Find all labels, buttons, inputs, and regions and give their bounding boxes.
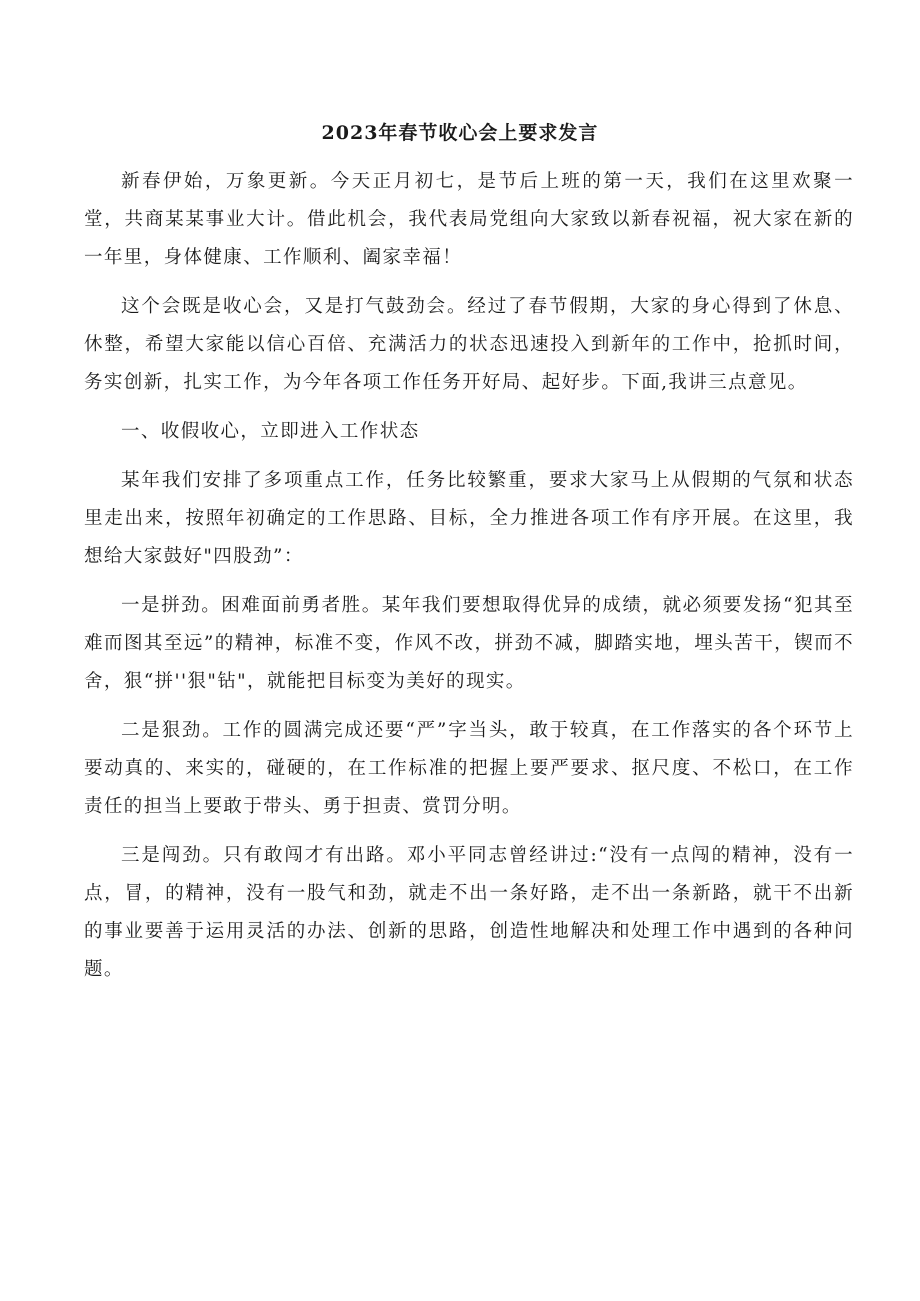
document-title: 2023年春节收心会上要求发言 [321,122,599,144]
paragraph-pinjin: 一是拼劲。困难面前勇者胜。某年我们要想取得优异的成绩，就必须要发扬“犯其至难而图其至远”的精神，标准不变，作风不改，拼劲不减，脚踏实地，埋头苦干，锲而不舍，狠“拼''狠"钻"，就能把目标变为美好的现实。 [84,595,854,692]
section-heading-1: 一、收假收心，立即进入工作状态 [121,421,420,442]
paragraph-four-spirits-intro: 某年我们安排了多项重点工作，任务比较繁重，要求大家马上从假期的气氛和状态里走出来，按照年初确定的工作思路、目标，全力推进各项工作有序开展。在这里，我想给大家鼓好"四股劲”： [84,470,854,567]
document-body [84,163,854,1000]
paragraph-greeting: 新春伊始，万象更新。今天正月初七，是节后上班的第一天，我们在这里欢聚一堂，共商某某事业大计。借此机会，我代表局党组向大家致以新春祝福，祝大家在新的一年里，身体健康、工作顺利、阖家幸福！ [84,171,854,268]
paragraph-henjin: 二是狠劲。工作的圆满完成还要“严”字当头，敢于较真，在工作落实的各个环节上要动真的、来实的，碰硬的，在工作标准的把握上要严要求、抠尺度、不松口，在工作责任的担当上要敢于带头、勇于担责、赏罚分明。 [84,720,854,817]
paragraph-meeting-purpose: 这个会既是收心会，又是打气鼓劲会。经过了春节假期，大家的身心得到了休息、休整，希望大家能以信心百倍、充满活力的状态迅速投入到新年的工作中，抢抓时间，务实创新，扎实工作，为今年各项工作任务开好局、起好步。下面,我讲三点意见。 [84,296,854,393]
paragraph-chuangjin: 三是闯劲。只有敢闯才有出路。邓小平同志曾经讲过:“没有一点闯的精神，没有一点，冒，的精神，没有一股气和劲，就走不出一条好路，走不出一条新路，就干不出新的事业要善于运用灵活的办法、创新的思路，创造性地解决和处理工作中遇到的各种问题。 [84,845,854,980]
